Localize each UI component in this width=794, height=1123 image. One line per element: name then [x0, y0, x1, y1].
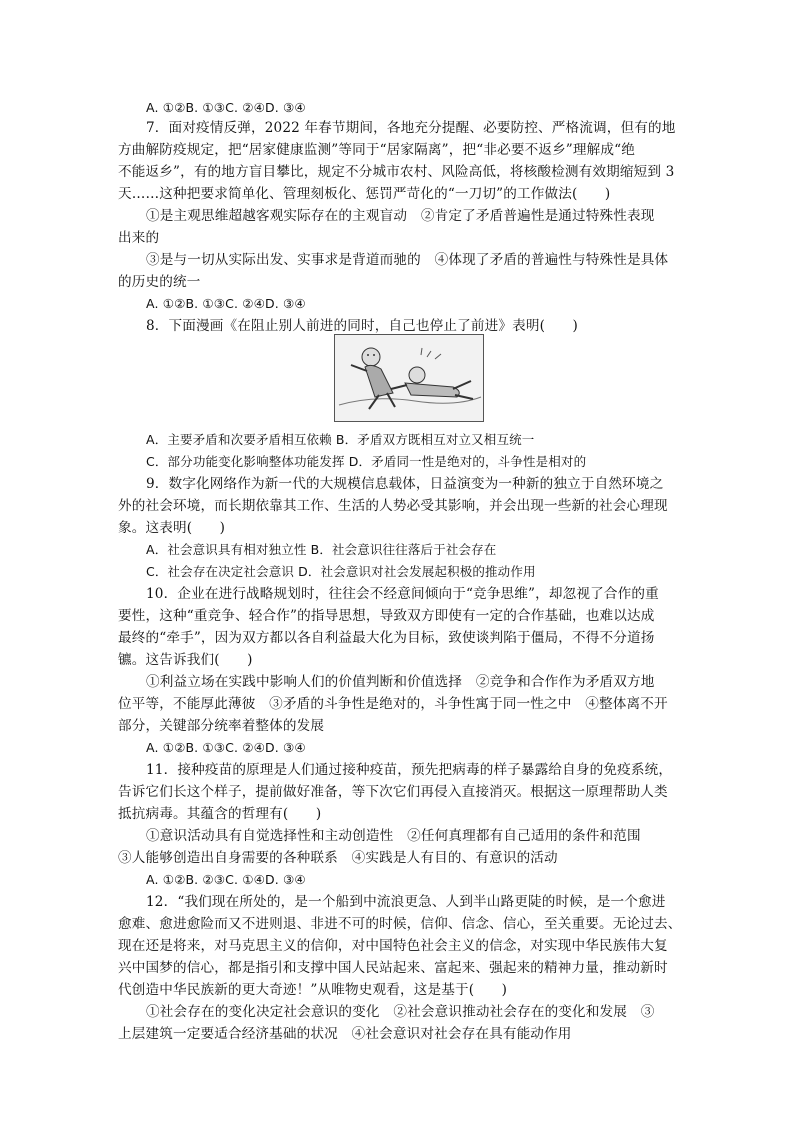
q11-stem-line: 告诉它们长这个样子，提前做好准备，等下次它们再侵入直接消灭。根据这一原理帮助人类 [118, 784, 668, 800]
q11-statement: ①意识活动具有自觉选择性和主动创造性 ②任何真理都有自己适用的条件和范围 [146, 828, 641, 844]
cartoon-illustration [335, 335, 483, 421]
q12-stem-line: 现在还是将来，对马克思主义的信仰，对中国特色社会主义的信念，对实现中华民族伟大复 [118, 938, 668, 954]
q10-stem-line: 镳。这告诉我们( ) [118, 652, 253, 668]
q7-statement: 的历史的统一 [118, 274, 201, 290]
q7-statement: ①是主观思维超越客观实际存在的主观盲动 ②肯定了矛盾普遍性是通过特殊性表现 [146, 208, 655, 224]
q10-stem-line: 10．企业在进行战略规划时，往往会不经意间倾向于“竞争思维”，却忽视了合作的重 [146, 586, 659, 602]
q10-stem-line: 最终的“牵手”，因为双方都以各自利益最大化为目标，致使谈判陷于僵局，不得不分道扬 [118, 630, 655, 646]
q8-stem: 8．下面漫画《在阻止别人前进的同时，自己也停止了前进》表明( ) [146, 318, 579, 334]
q10-options: A. ①②B. ①③C. ②④D. ③④ [146, 740, 306, 755]
q12-stem-line: 代创造中华民族新的更大奇迹！”从唯物史观看，这是基于( ) [118, 982, 508, 998]
q10-statement: 位平等，不能厚此薄彼 ③矛盾的斗争性是绝对的，斗争性寓于同一性之中 ④整体离不开 [118, 696, 668, 712]
q10-stem-line: 要性，这种“重竞争、轻合作”的指导思想，导致双方即使有一定的合作基础，也难以达成 [118, 608, 655, 624]
q12-statement: ①社会存在的变化决定社会意识的变化 ②社会意识推动社会存在的变化和发展 ③ [146, 1004, 655, 1020]
q7-statement: 出来的 [118, 230, 160, 246]
q6-options: A. ①②B. ①③C. ②④D. ③④ [146, 100, 306, 115]
q7-stem-line: 7．面对疫情反弹，2022 年春节期间，各地充分提醒、必要防控、严格流调，但有的地 [146, 120, 676, 136]
q10-statement: 部分，关键部分统率着整体的发展 [118, 718, 325, 734]
q7-stem-line: 不能返乡”，有的地方盲目攀比，规定不分城市农村、风险高低，将核酸检测有效期缩短到 3 [118, 164, 675, 180]
q11-statement: ③人能够创造出自身需要的各种联系 ④实践是人有目的、有意识的活动 [118, 850, 558, 866]
q9-option-ab: A．社会意识具有相对独立性 B．社会意识往往落后于社会存在 [146, 542, 497, 557]
q7-stem-line: 方曲解防疫规定，把“居家健康监测”等同于“居家隔离”，把“非必要不返乡”理解成“绝 [118, 142, 635, 158]
q9-stem-line: 外的社会环境，而长期依靠其工作、生活的人势必受其影响，并会出现一些新的社会心理现 [118, 498, 668, 514]
q7-options: A. ①②B. ①③C. ②④D. ③④ [146, 296, 306, 311]
q12-stem-line: 愈难、愈进愈险而又不进则退、非进不可的时候，信仰、信念、信心，至关重要。无论过去、 [118, 916, 682, 932]
q11-stem-line: 抵抗病毒。其蕴含的哲理有( ) [118, 806, 322, 822]
q9-option-cd: C．社会存在决定社会意识 D．社会意识对社会发展起积极的推动作用 [146, 564, 536, 579]
q11-options: A. ①②B. ②③C. ①④D. ③④ [146, 872, 306, 887]
cartoon-image [334, 334, 484, 422]
q7-stem-line: 天……这种把要求简单化、管理刻板化、惩罚严苛化的“一刀切”的工作做法( ) [118, 186, 611, 202]
q11-stem-line: 11．接种疫苗的原理是人们通过接种疫苗，预先把病毒的样子暴露给自身的免疫系统， [146, 762, 673, 778]
q10-statement: ①利益立场在实践中影响人们的价值判断和价值选择 ②竞争和合作作为矛盾双方地 [146, 674, 655, 690]
q7-statement: ③是与一切从实际出发、实事求是背道而驰的 ④体现了矛盾的普遍性与特殊性是具体 [146, 252, 669, 268]
q12-statement: 上层建筑一定要适合经济基础的状况 ④社会意识对社会存在具有能动作用 [118, 1026, 572, 1042]
q12-stem-line: 兴中国梦的信心，都是指引和支撑中国人民站起来、富起来、强起来的精神力量，推动新时 [118, 960, 668, 976]
q12-stem-line: 12．“我们现在所处的，是一个船到中流浪更急、人到半山路更陡的时候，是一个愈进 [146, 894, 666, 910]
q8-option-ab: A．主要矛盾和次要矛盾相互依赖 B．矛盾双方既相互对立又相互统一 [146, 432, 535, 447]
q9-stem-line: 9．数字化网络作为新一代的大规模信息载体，日益演变为一种新的独立于自然环境之 [146, 476, 664, 492]
q8-option-cd: C．部分功能变化影响整体功能发挥 D．矛盾同一性是绝对的，斗争性是相对的 [146, 454, 587, 469]
q9-stem-line: 象。这表明( ) [118, 520, 226, 536]
